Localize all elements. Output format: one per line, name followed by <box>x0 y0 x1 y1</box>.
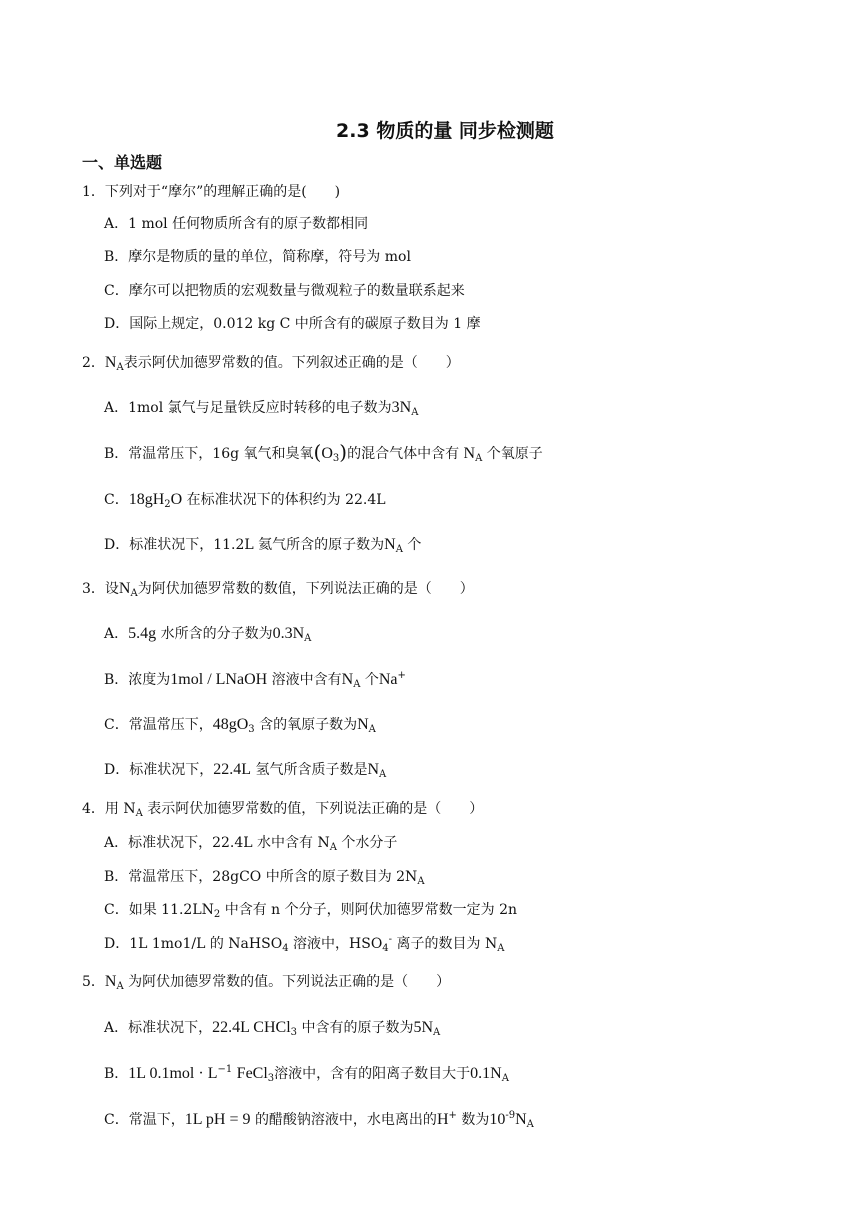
q4-option-d: D．1L 1mo1/L 的 NaHSO$_4$ 溶液中，$HSO_4^-$ 离子的数目为 $N_A$ <box>104 934 505 954</box>
q5-option-a: A．标准状况下，22.4L CHCl$_3$ 中含有的原子数为$5N_A$ <box>104 1019 441 1038</box>
q4-stem: 4．用 $N_A$ 表示阿伏加德罗常数的值，下列说法正确的是（ ） <box>82 801 484 819</box>
q1-stem: 1．下列对于“摩尔”的理解正确的是( ) <box>82 184 341 200</box>
document-title: 2.3 物质的量 同步检测题 <box>336 120 554 142</box>
q4-option-b: B．常温常压下，28gCO 中所含的原子数目为 $2N_A$ <box>104 869 425 887</box>
q1-option-c: C．摩尔可以把物质的宏观数量与微观粒子的数量联系起来 <box>104 283 465 299</box>
q3-option-b: B．浓度为1mol / LNaOH 溶液中含有$N_A$ 个Na+ <box>104 670 406 690</box>
section-heading: 一、单选题 <box>82 153 163 172</box>
q1-option-d: D．国际上规定，0.012 kg C 中所含有的碳原子数目为 1 摩 <box>104 316 481 332</box>
q2-option-a: A．1mol 氯气与足量铁反应时转移的电子数为$3N_A$ <box>104 399 419 418</box>
q5-stem: 5．$N_A$ 为阿伏加德罗常数的值。下列说法正确的是（ ） <box>82 973 451 992</box>
q2-option-c: C．$18gH_2O$ 在标准状况下的体积约为 22.4L <box>104 491 386 510</box>
q4-option-a: A．标准状况下，22.4L 水中含有 $N_A$ 个水分子 <box>104 835 398 853</box>
q3-option-a: A．5.4g 水所含的分子数为$0.3N_A$ <box>104 625 312 644</box>
q4-option-c: C．如果 $11.2LN_2$ 中含有 n 个分子，则阿伏加德罗常数一定为 2n <box>104 902 518 920</box>
q3-stem: 3．设$N_A$为阿伏加德罗常数的数值，下列说法正确的是（ ） <box>82 580 474 599</box>
q2-stem: 2．$N_A$表示阿伏加德罗常数的值。下列叙述正确的是（ ） <box>82 354 460 373</box>
q3-option-d: D．标准状况下，22.4L 氢气所含质子数是$N_A$ <box>104 761 387 780</box>
q5-option-b: B．1L $0.1mol \cdot L^{-1}$ FeCl$_3$溶液中，含有的阳离子数目大于$0.1N_A$ <box>104 1064 509 1084</box>
q2-option-b: B．常温常压下，16g 氧气和臭氧$(O_3)$的混合气体中含有 $N_A$ 个氧原子 <box>104 440 543 464</box>
q1-option-b: B．摩尔是物质的量的单位，简称摩，符号为 mol <box>104 249 411 265</box>
q1-option-a: A．1 mol 任何物质所含有的原子数都相同 <box>104 216 369 232</box>
q3-option-c: C．常温常压下，$48gO_3$ 含的氧原子数为$N_A$ <box>104 716 376 735</box>
q5-option-c: C．常温下，1L pH = 9 的醋酸钠溶液中，水电离出的H+ 数为$10^{-9}N_A$ <box>104 1110 534 1130</box>
q2-option-d: D．标准状况下，11.2L 氦气所含的原子数为$N_A$ 个 <box>104 536 422 555</box>
